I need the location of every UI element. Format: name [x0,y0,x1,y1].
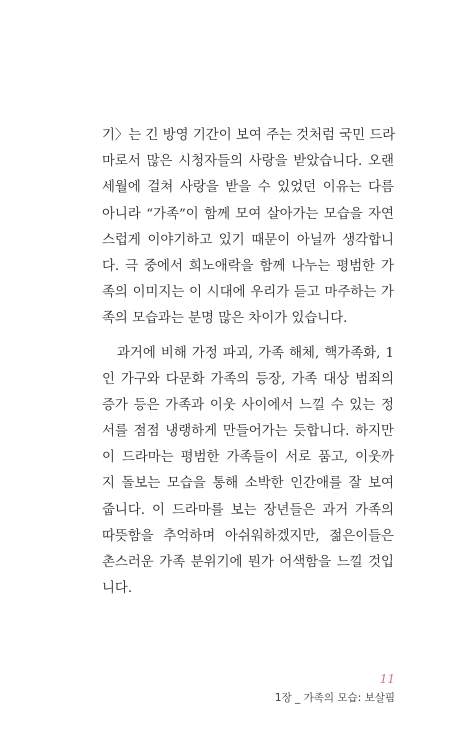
body-text [102,123,394,602]
text-line: 촌스러운 가족 분위기에 뭔가 어색함을 느낄 것입 [102,555,394,570]
text-line: 세월에 걸쳐 사랑을 받을 수 있었던 이유는 다름 [102,180,394,196]
paragraph-2 [102,341,394,603]
running-footer: 1장 _ 가족의 모습: 보살핌 [274,692,395,704]
text-line: 아니라 “가족”이 함께 모여 살아가는 모습을 자연 [102,206,394,222]
text-line: 니다. [102,581,133,597]
paragraph-1 [102,123,394,333]
text-line: 기〉는 긴 방영 기간이 보여 주는 것처럼 국민 드라 [102,128,396,143]
text-line: 이 드라마는 평범한 가족들이 서로 품고, 이웃까 [102,450,394,466]
text-line: 따뜻함을 추억하며 아쉬워하겠지만, 젊은이들은 [102,528,394,544]
text-line: 족의 이미지는 이 시대에 우리가 듣고 마주하는 가 [102,285,394,301]
text-line: 줍니다. 이 드라마를 보는 장년들은 과거 가족의 [102,502,394,518]
text-line: 증가 등은 가족과 이웃 사이에서 느낄 수 있는 정 [102,397,394,413]
text-line: 인 가구와 다문화 가족의 등장, 가족 대상 범죄의 [102,371,394,387]
text-line: 다. 극 중에서 희노애락을 함께 나누는 평범한 가 [102,258,394,274]
text-line: 스럽게 이야기하고 있기 때문이 아닐까 생각합니 [102,232,394,248]
page-number: 11 [379,672,395,686]
text-line: 지 돌보는 모습을 통해 소박한 인간애를 잘 보여 [102,476,394,492]
text-line: 서를 점점 냉랭하게 만들어가는 듯합니다. 하지만 [102,424,394,440]
text-line: 마로서 많은 시청자들의 사랑을 받았습니다. 오랜 [102,154,394,170]
text-line: 족의 모습과는 분명 많은 차이가 있습니다. [102,311,348,327]
text-line: 과거에 비해 가정 파괴, 가족 해체, 핵가족화, 1 [117,345,394,361]
